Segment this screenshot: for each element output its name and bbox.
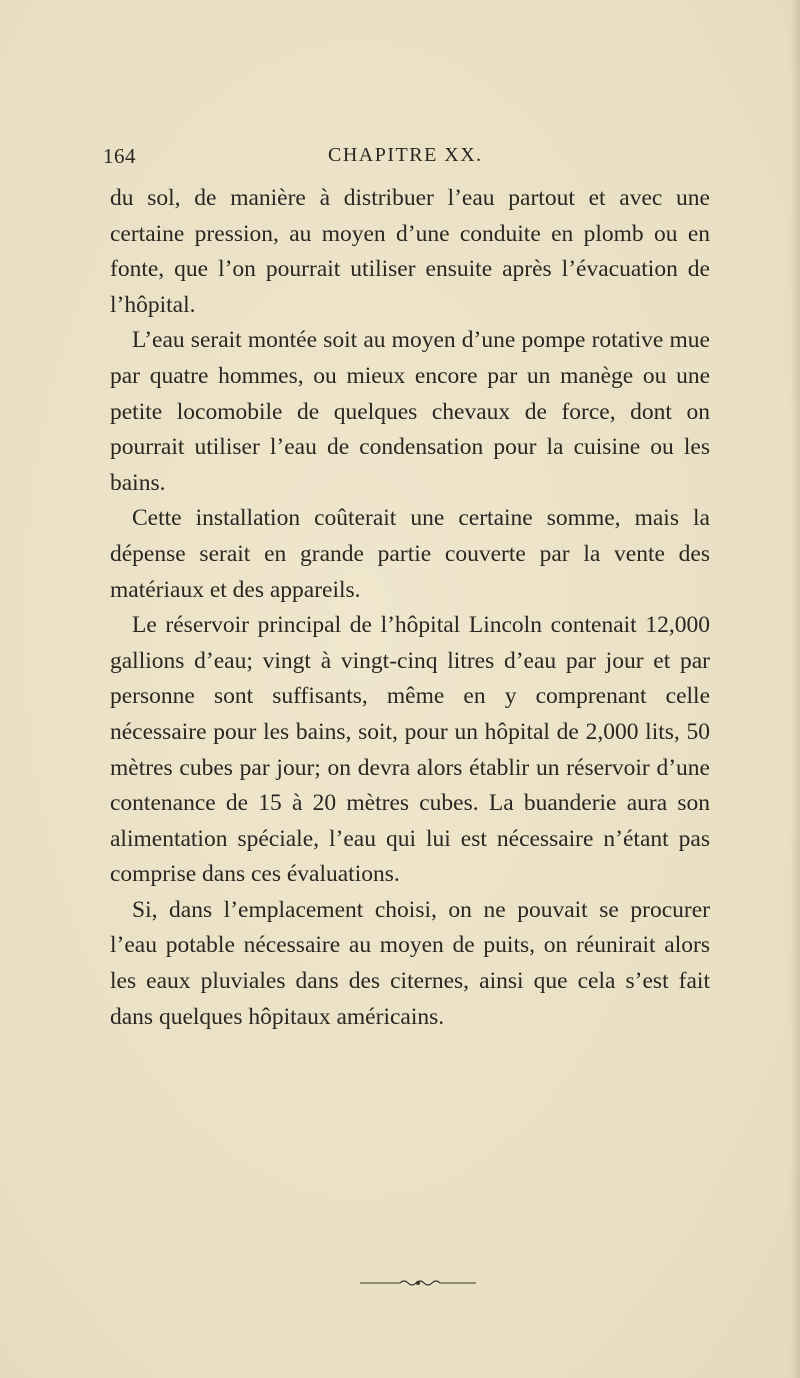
running-header [103, 144, 703, 184]
body-text [110, 181, 710, 1035]
paragraph-water-pump: L’eau serait montée soit au moyen d’une pompe rotative mue par quatre hommes, ou mieux encore par un manège ou une petite locomobile de quelques chevaux de force, dont on pourrait utiliser l’eau de condensation pour la cuisine ou les bains. [110, 327, 710, 496]
page-number: 164 [103, 144, 136, 168]
ornamental-divider-icon [360, 1276, 476, 1290]
paragraph-rainwater-cisterns: Si, dans l’emplacement choisi, on ne pouvait se procurer l’eau potable nécessaire au moyen de puits, on réunirait alors les eaux pluviales dans des citernes, ainsi que cela s’est fait dans quelques hôpitaux américains. [110, 896, 710, 1030]
paragraph-installation-cost: Cette installation coûterait une certaine somme, mais la dépense serait en grande partie couverte par la vente des matériaux et des appareils. [110, 505, 710, 603]
page-edge-shadow [790, 0, 800, 1378]
paragraph-continuation: du sol, de manière à distribuer l’eau partout et avec une certaine pression, au moyen d’une conduite en plomb ou en fonte, que l’on pourrait utiliser ensuite après l’évacuation de l’hôpital. [110, 185, 710, 318]
chapter-title: CHAPITRE XX. [328, 144, 483, 166]
paragraph-lincoln-reservoir: Le réservoir principal de l’hôpital Lincoln contenait 12,000 gallions d’eau; vingt à vingt-cinq litres d’eau par jour et par personne sont suffisants, même en y comprenant celle nécessaire pour les bains, soit, pour un hôpital de 2,000 lits, 50 mètres cubes par jour; on devra alors établir un réservoir d’une contenance de 15 à 20 mètres cubes. La buanderie aura son alimentation spéciale, l’eau qui lui est nécessaire n’étant pas comprise dans ces évaluations. [110, 612, 710, 888]
